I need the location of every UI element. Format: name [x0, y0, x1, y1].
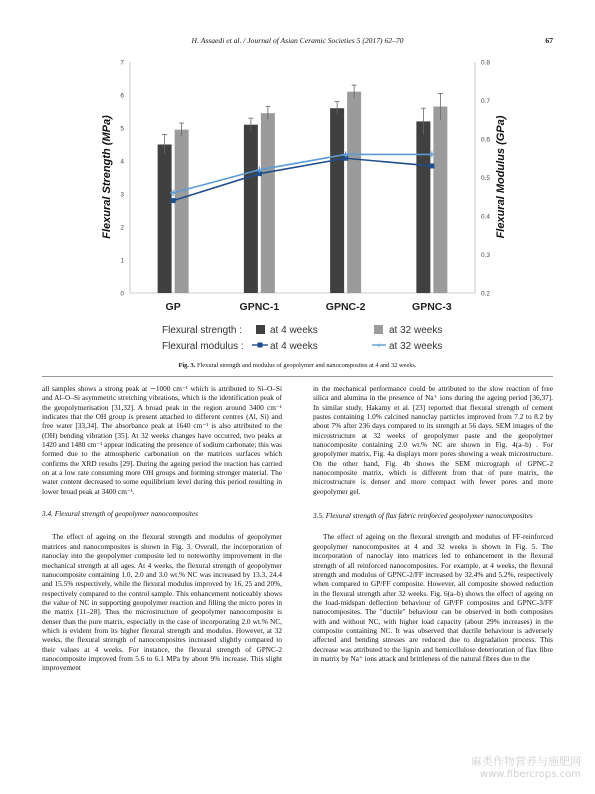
figure-caption [0, 362, 595, 369]
journal-citation: H. Assaedi et al. / Journal of Asian Ceramic Societies 5 (2017) 62–70 [191, 36, 404, 45]
section-heading-3-4: 3.4. Flexural strength of geopolymer nanocomposites [42, 509, 198, 519]
legend-modulus-32w: at 32 weeks [389, 341, 443, 352]
right-tick-label: 0.8 [481, 59, 491, 67]
legend-strength-4w: at 4 weeks [270, 325, 318, 336]
section-heading-3-5: 3.5. Flexural strength of flax fabric reinforced geopolymer nanocomposites [313, 511, 533, 521]
series-line [173, 158, 432, 200]
right-tick-label: 0.5 [481, 175, 491, 182]
category-label: GPNC-3 [412, 301, 452, 313]
running-header [0, 36, 595, 50]
line-point [429, 163, 434, 168]
left-tick-label: 4 [120, 158, 124, 166]
line-point [171, 198, 176, 203]
left-tick-label: 1 [120, 257, 124, 265]
left-tick-label: 7 [120, 59, 124, 67]
series-line [173, 154, 432, 193]
left-tick-label: 3 [120, 191, 124, 199]
left-paragraph-1: all samples shows a strong peak at ∼1000 cm⁻¹ which is attributed to Si–O–Si and Al–O–Si asymmetric stretching vibrations, which is the identification peak of the geopolymerisation [31,32]. A broad peak in the region around 3400 cm⁻¹ indicates that the OH group is present attached to different centres (Al, Si) and free water [33,34]. The absorbance peak at 1640 cm⁻¹ is also attributed to the (OH) bending vibration [35]. At 32 weeks changes have occurred, two peaks at 1420 and 1480 cm⁻¹ appear indicating the presence of sodium carbonate; this was formed due to the atmospheric carbonation on the matrices surfaces which confirms the XRD results [29]. During the ageing period the reaction has carried on at a low rate consuming more OH groups and forming stronger material. The water content decreased to some equilibrium level during this period resulting in lower broad peak at 3400 cm⁻¹. [42, 384, 282, 496]
right-axis-ticks [481, 60, 490, 298]
bar [416, 121, 430, 293]
right-tick-label: 0.2 [481, 290, 491, 298]
right-tick-label: 0.3 [481, 252, 491, 259]
watermark-cn: 麻类作物营养与施肥网 [471, 755, 581, 768]
left-paragraph-2: The effect of ageing on the flexural strength and modulus of geopolymer matrices and nanocomposites is shown in Fig. 3. Overall, the incorporation of nanoclay into the geopolymer composite led to noteworthy improvement in the mechanical strength at all ages. At 4 weeks, the flexural strength of geopolymer nanocomposite containing 1.0, 2.0 and 3.0 wt.% NC was increased by 13.3, 24.4 and 15.5% respectively, while the flexural modulus improved by 16, 25 and 20%, respectively compared to the control sample. This enhancement noticeably shows the value of NC in supporting geopolymer reaction and filling the micro pores in the matrix [11–28]. Thus the microstructure of geopolymer nanocomposite is denser than the pure matrix, especially in the case of incorporating 2.0 wt.% NC, which is evident from its higher flexural strength and modulus. However, at 32 weeks, the flexural strength of nanocomposites increased slightly compared to their values at 4 weeks. For instance, the flexural strength of GPNC-2 nanocomposite improved from 5.6 to 6.1 MPa by about 9% increase. This slight improvement [42, 532, 282, 673]
right-tick-label: 0.6 [481, 136, 491, 144]
right-paragraph-2: The effect of ageing on the flexural strength and modulus of FF-reinforced geopolymer nanocomposites at 4 and 32 weeks is shown in Fig. 5. The incorporation of nanoclay into matrices led to enhancement in the flexural strength of all reinforced nanocomposites. For example, at 4 weeks, the flexural strength and modulus of GPNC-2/FF increased by 32.4% and 5.2%, respectively when compared to GP/FF composite. However, all composite showed reduction in the flexural strength after 32 weeks. Fig. 6(a–b) shows the effect of ageing on the load-midspan deflection behaviour of GP/FF composites and GPNC-3/FF nanocomposites. The "ductile" behaviour can be observed in both composites with and without NC, with higher load capacity (about 29% increases) in the composite containing NC. It was observed that ductile behaviour is adversely affected and bending stresses are reduced due to degradation process. This decrease was attributed to the lignin and hemicellulose deterioration of flax fibre in matrix by Na⁺ ions attack and brittleness of the natural fibres due to the [313, 532, 553, 663]
right-tick-label: 0.7 [481, 98, 491, 105]
right-column [313, 384, 553, 663]
bar [330, 108, 344, 293]
bar [175, 130, 189, 293]
category-labels [166, 301, 452, 313]
legend-strength-32w: at 32 weeks [389, 325, 443, 336]
caption-divider [42, 376, 553, 377]
figure-3-chart [0, 50, 595, 360]
bar [347, 92, 361, 293]
legend-marker-modulus-32w: + [376, 341, 382, 350]
watermark-url: www.fibercrops.com [479, 769, 581, 780]
left-tick-label: 2 [120, 224, 124, 232]
category-label: GPNC-1 [239, 301, 280, 313]
legend-modulus-label: Flexural modulus : [162, 341, 244, 352]
right-tick-label: 0.4 [481, 213, 491, 221]
y-axis-label-left: Flexural Strength (MPa) [101, 115, 113, 239]
legend-strength-label: Flexural strength : [162, 325, 243, 336]
left-tick-label: 0 [120, 290, 124, 298]
bar [244, 125, 258, 293]
left-tick-label: 6 [120, 92, 124, 100]
right-paragraph-1: in the mechanical performance could be attributed to the slow reaction of free silica and alumina in the presence of Na⁺ ions during the ageing period [36,37]. In similar study, Hakamy et al. [23] reported that flexural strength of cement pastes containing 1.0% calcined nanoclay particles improved from 7.2 to 8.2 by about 7% after 236 days compared to its strength at 56 days. SEM images of the microstructure at 32 weeks of geopolymer paste and the geopolymer nanocomposite containing 2.0 wt.% NC are shown in Fig. 4(a–b) . For geopolymer matrix, Fig. 4a displays more pores showing a weak microstructure. On the other hand, Fig. 4b shows the SEM micrograph of GPNC-2 nanocomposite matrix, which is different from that of pure matrix, the microstructure is denser and more compact with fewer pores and more geopolymer gel. [313, 384, 553, 496]
y-axis-label-right: Flexural Modulus (GPa) [495, 115, 507, 239]
bar-series [158, 85, 448, 293]
line-series [170, 151, 435, 203]
left-column [42, 384, 282, 673]
page-number: 67 [545, 36, 553, 45]
legend-marker-modulus-4w [258, 343, 263, 348]
figure-caption-text: Flexural strength and modulus of geopolymer and nanocomposites at 4 and 32 weeks. [196, 362, 417, 369]
bar [158, 145, 172, 294]
category-label: GP [165, 301, 181, 313]
bar [433, 107, 447, 293]
left-axis-ticks [120, 60, 124, 298]
left-tick-label: 5 [120, 125, 124, 133]
category-label: GPNC-2 [325, 301, 366, 313]
legend-swatch-strength-4w [256, 325, 265, 334]
chart-legend [162, 325, 442, 352]
legend-swatch-strength-32w [374, 325, 383, 334]
legend-modulus-4w: at 4 weeks [270, 341, 318, 352]
figure-caption-label: Fig. 3. [178, 362, 196, 369]
bar [261, 113, 275, 293]
